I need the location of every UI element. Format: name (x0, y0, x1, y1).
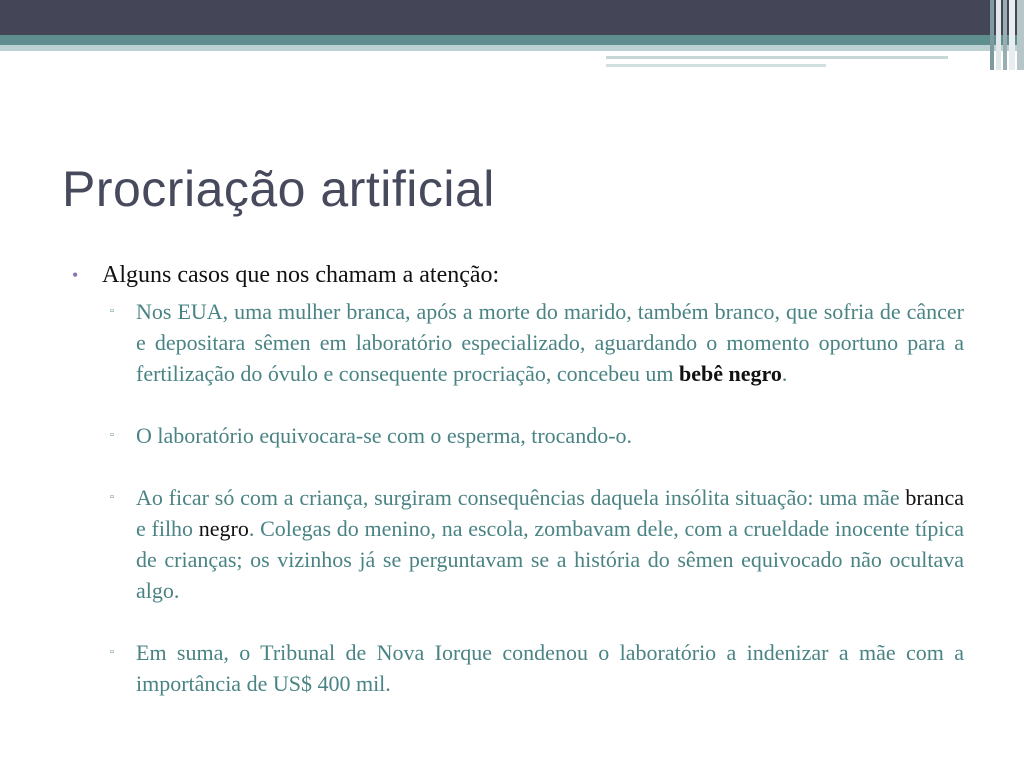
header-edge-strip (1003, 0, 1007, 70)
sub-bullet-item (72, 296, 964, 389)
sub-bullet-text: Nos EUA, uma mulher branca, após a morte do marido, também branco, que sofria de câncer e depositara sêmen em laboratório especializado, aguardando o momento oportuno para a fertilização do óvulo e consequente procriação, concebeu um (136, 299, 964, 386)
sub-bullet-text: Ao ficar só com a criança, surgiram consequências daquela insólita situação: uma mãe (136, 485, 906, 510)
slide-content (72, 258, 964, 699)
header-dark-band (0, 0, 1024, 35)
sub-bullet-list (72, 296, 964, 699)
sub-bullet-text: . Colegas do menino, na escola, zombavam dele, com a crueldade inocente típica de crianças; os vizinhos já se perguntavam se a história do sêmen equivocado não ocultava algo. (136, 516, 964, 603)
bullet-text: Alguns casos que nos chamam a atenção: (102, 262, 500, 288)
header-light-band (0, 45, 1024, 51)
sub-bullet-item (72, 420, 964, 451)
sub-bullet-text: Em suma, o Tribunal de Nova Iorque condenou o laboratório a indenizar a mãe com a importância de US$ 400 mil. (136, 640, 964, 696)
square-bullet-icon: ▫ (110, 491, 114, 503)
header-edge-strip (996, 0, 1001, 70)
sub-bullet-text: O laboratório equivocara-se com o esperma, trocando-o. (136, 423, 633, 448)
sub-bullet-item (72, 482, 964, 606)
square-bullet-icon: ▫ (110, 305, 114, 317)
header-accent-line (606, 56, 948, 59)
sub-bullet-text: . (781, 361, 788, 386)
sub-bullet-item (72, 637, 964, 699)
header-accent-line (606, 64, 826, 67)
header-edge-strip (990, 0, 994, 70)
bullet-item (72, 258, 964, 292)
sub-bullet-text: e filho (136, 516, 199, 541)
header-edge-strip (1009, 0, 1015, 70)
emphasis-text: negro (198, 516, 249, 541)
header-edge-strip (1017, 0, 1024, 70)
header-teal-band (0, 35, 1024, 45)
emphasis-text: bebê negro (679, 361, 782, 386)
square-bullet-icon: ▫ (110, 429, 114, 441)
bullet-dot-icon: • (72, 265, 79, 285)
slide-title: Procriação artificial (62, 161, 495, 217)
square-bullet-icon: ▫ (110, 646, 114, 658)
emphasis-text: branca (905, 485, 964, 510)
